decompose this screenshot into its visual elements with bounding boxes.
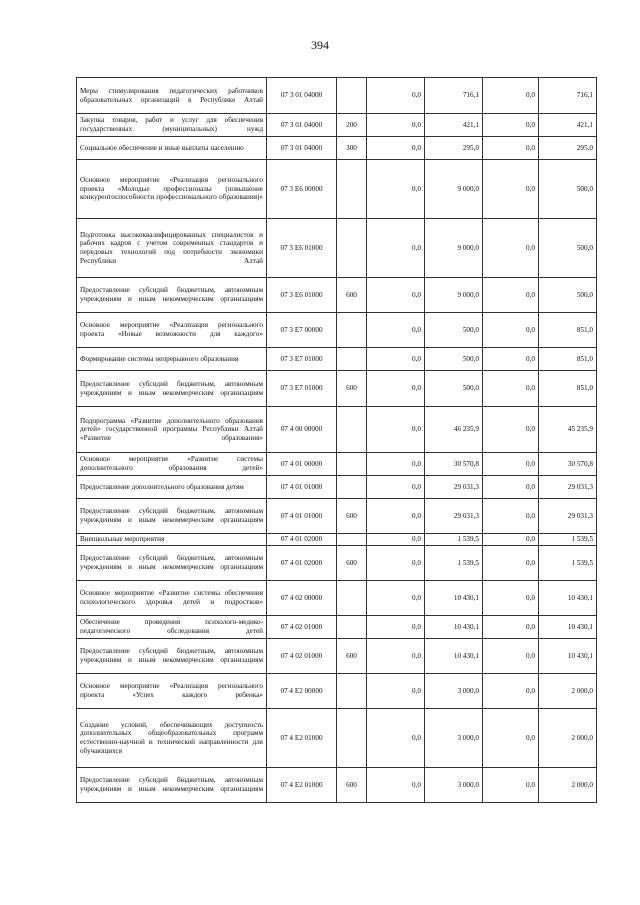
- row-value-3: 0,0: [483, 78, 539, 114]
- row-code: 07 4 01 02000: [267, 546, 337, 581]
- row-expense-type: [337, 313, 367, 348]
- row-expense-type: [337, 348, 367, 371]
- row-value-3: 0,0: [483, 499, 539, 534]
- row-value-2: 9 000,0: [425, 278, 483, 313]
- row-value-3: 0,0: [483, 278, 539, 313]
- row-value-2: 29 031,3: [425, 499, 483, 534]
- row-expense-type: 200: [337, 114, 367, 137]
- row-value-3: 0,0: [483, 137, 539, 160]
- table-row: [77, 160, 597, 219]
- row-value-4: 29 031,3: [539, 499, 597, 534]
- row-value-4: 1 539,5: [539, 546, 597, 581]
- row-code: 07 3 01 04000: [267, 114, 337, 137]
- row-value-4: 851,0: [539, 348, 597, 371]
- table-row: [77, 219, 597, 278]
- table-row: [77, 768, 597, 803]
- row-value-4: 10 430,1: [539, 616, 597, 639]
- table-row: [77, 407, 597, 453]
- row-name: Меры стимулирования педагогических работников образовательных организаций в Республике Алтай: [77, 78, 267, 114]
- row-code: 07 3 01 04000: [267, 78, 337, 114]
- row-value-1: 0,0: [367, 499, 425, 534]
- row-value-3: 0,0: [483, 313, 539, 348]
- row-value-2: 1 539,5: [425, 546, 483, 581]
- row-value-4: 500,0: [539, 278, 597, 313]
- row-value-4: 10 430,1: [539, 581, 597, 616]
- row-expense-type: [337, 581, 367, 616]
- row-value-4: 716,1: [539, 78, 597, 114]
- row-name: Предоставление субсидий бюджетным, автономным учреждениям и иным некоммерческим организациям: [77, 639, 267, 674]
- table-row: [77, 639, 597, 674]
- row-code: 07 3 E6 01000: [267, 278, 337, 313]
- row-name: Предоставление субсидий бюджетным, автономным учреждениям и иным некоммерческим организациям: [77, 546, 267, 581]
- row-name: Основное мероприятие «Реализация регионального проекта «Молодые профессионалы (повышение конкурентоспособности профессионального образования)»: [77, 160, 267, 219]
- row-value-4: 45 235,9: [539, 407, 597, 453]
- row-name: Основное мероприятие «Развитие системы обеспечения психологического здоровья детей и подростков»: [77, 581, 267, 616]
- row-expense-type: 600: [337, 371, 367, 407]
- row-expense-type: 600: [337, 278, 367, 313]
- row-name: Внешкольные мероприятия: [77, 534, 267, 546]
- row-code: 07 3 E6 00000: [267, 160, 337, 219]
- row-value-4: 295,0: [539, 137, 597, 160]
- row-value-2: 10 430,1: [425, 616, 483, 639]
- table-row: [77, 709, 597, 768]
- row-value-2: 9 000,0: [425, 219, 483, 278]
- table-row: [77, 476, 597, 499]
- table-row: [77, 371, 597, 407]
- row-expense-type: [337, 407, 367, 453]
- row-value-2: 3 000,0: [425, 709, 483, 768]
- table-row: [77, 534, 597, 546]
- row-code: 07 4 02 01000: [267, 639, 337, 674]
- row-value-1: 0,0: [367, 160, 425, 219]
- row-value-2: 295,0: [425, 137, 483, 160]
- row-value-3: 0,0: [483, 546, 539, 581]
- row-value-3: 0,0: [483, 616, 539, 639]
- row-expense-type: [337, 674, 367, 709]
- table-row: [77, 278, 597, 313]
- table-row: [77, 348, 597, 371]
- row-value-4: 29 031,3: [539, 476, 597, 499]
- row-value-2: 1 539,5: [425, 534, 483, 546]
- row-code: 07 3 E7 01000: [267, 371, 337, 407]
- budget-table: [76, 77, 597, 803]
- row-expense-type: [337, 78, 367, 114]
- row-value-2: 30 570,8: [425, 453, 483, 476]
- row-value-3: 0,0: [483, 639, 539, 674]
- row-code: 07 3 E7 01000: [267, 348, 337, 371]
- row-name: Предоставление субсидий бюджетным, автономным учреждениям и иным некоммерческим организациям: [77, 278, 267, 313]
- row-value-4: 2 000,0: [539, 709, 597, 768]
- table-row: [77, 499, 597, 534]
- row-code: 07 4 01 00000: [267, 453, 337, 476]
- row-value-1: 0,0: [367, 407, 425, 453]
- row-name: Обеспечение проведения психолого-медико-педагогического обследования детей: [77, 616, 267, 639]
- row-code: 07 4 E2 01000: [267, 709, 337, 768]
- row-value-3: 0,0: [483, 768, 539, 803]
- row-value-1: 0,0: [367, 137, 425, 160]
- row-name: Подпрограмма «Развитие дополнительного образования детей» государственной программы Республики Алтай «Развитие образования»: [77, 407, 267, 453]
- row-value-2: 3 000,0: [425, 768, 483, 803]
- row-expense-type: 600: [337, 546, 367, 581]
- row-code: 07 4 02 00000: [267, 581, 337, 616]
- row-value-1: 0,0: [367, 78, 425, 114]
- row-code: 07 3 01 04000: [267, 137, 337, 160]
- row-value-3: 0,0: [483, 534, 539, 546]
- row-value-1: 0,0: [367, 674, 425, 709]
- row-name: Основное мероприятие «Реализация регионального проекта «Успех каждого ребенка»: [77, 674, 267, 709]
- row-value-2: 29 031,3: [425, 476, 483, 499]
- row-expense-type: [337, 709, 367, 768]
- row-value-3: 0,0: [483, 371, 539, 407]
- row-value-2: 10 430,1: [425, 581, 483, 616]
- row-value-1: 0,0: [367, 534, 425, 546]
- row-value-4: 500,0: [539, 219, 597, 278]
- row-expense-type: 600: [337, 639, 367, 674]
- row-value-3: 0,0: [483, 219, 539, 278]
- row-expense-type: [337, 453, 367, 476]
- row-expense-type: [337, 534, 367, 546]
- row-value-2: 500,0: [425, 371, 483, 407]
- row-expense-type: [337, 219, 367, 278]
- row-name: Формирование системы непрерывного образования: [77, 348, 267, 371]
- row-name: Создание условий, обеспечивающих доступность дополнительных общеобразовательных программ естественно-научной и технической направленности для обучающихся: [77, 709, 267, 768]
- row-value-2: 46 235,9: [425, 407, 483, 453]
- page-number: 394: [311, 38, 329, 52]
- row-value-1: 0,0: [367, 581, 425, 616]
- row-value-3: 0,0: [483, 453, 539, 476]
- row-name: Основное мероприятие «Развитие системы дополнительного образования детей»: [77, 453, 267, 476]
- row-value-4: 2 000,0: [539, 674, 597, 709]
- row-value-1: 0,0: [367, 453, 425, 476]
- row-value-2: 500,0: [425, 348, 483, 371]
- row-value-4: 10 430,1: [539, 639, 597, 674]
- row-value-4: 421,1: [539, 114, 597, 137]
- row-code: 07 4 02 01000: [267, 616, 337, 639]
- table-row: [77, 137, 597, 160]
- row-value-1: 0,0: [367, 476, 425, 499]
- row-value-2: 9 000,0: [425, 160, 483, 219]
- row-name: Социальное обеспечение и иные выплаты населению: [77, 137, 267, 160]
- row-expense-type: 300: [337, 137, 367, 160]
- row-expense-type: 600: [337, 499, 367, 534]
- row-value-1: 0,0: [367, 768, 425, 803]
- table-row: [77, 616, 597, 639]
- row-value-3: 0,0: [483, 674, 539, 709]
- row-value-1: 0,0: [367, 371, 425, 407]
- row-code: 07 4 00 00000: [267, 407, 337, 453]
- table-row: [77, 674, 597, 709]
- row-value-3: 0,0: [483, 348, 539, 371]
- row-expense-type: [337, 616, 367, 639]
- table-row: [77, 581, 597, 616]
- row-name: Закупка товаров, работ и услуг для обеспечения государственных (муниципальных) нужд: [77, 114, 267, 137]
- row-value-1: 0,0: [367, 546, 425, 581]
- row-value-4: 1 539,5: [539, 534, 597, 546]
- table-row: [77, 114, 597, 137]
- row-value-2: 3 000,0: [425, 674, 483, 709]
- row-value-1: 0,0: [367, 348, 425, 371]
- table-row: [77, 453, 597, 476]
- row-expense-type: [337, 160, 367, 219]
- row-value-3: 0,0: [483, 581, 539, 616]
- table-row: [77, 78, 597, 114]
- row-expense-type: [337, 476, 367, 499]
- row-value-1: 0,0: [367, 313, 425, 348]
- row-code: 07 4 E2 01000: [267, 768, 337, 803]
- row-code: 07 4 01 01000: [267, 499, 337, 534]
- row-value-4: 2 000,0: [539, 768, 597, 803]
- row-name: Предоставление субсидий бюджетным, автономным учреждениям и иным некоммерческим организациям: [77, 371, 267, 407]
- row-name: Предоставление субсидий бюджетным, автономным учреждениям и иным некоммерческим организациям: [77, 499, 267, 534]
- row-value-4: 500,0: [539, 160, 597, 219]
- row-code: 07 3 E7 00000: [267, 313, 337, 348]
- row-name: Предоставление субсидий бюджетным, автономным учреждениям и иным некоммерческим организациям: [77, 768, 267, 803]
- row-value-1: 0,0: [367, 709, 425, 768]
- row-code: 07 4 01 01000: [267, 476, 337, 499]
- row-code: 07 3 E6 01000: [267, 219, 337, 278]
- row-value-3: 0,0: [483, 709, 539, 768]
- row-value-2: 421,1: [425, 114, 483, 137]
- row-value-1: 0,0: [367, 616, 425, 639]
- row-value-1: 0,0: [367, 114, 425, 137]
- row-value-2: 500,0: [425, 313, 483, 348]
- table-row: [77, 546, 597, 581]
- row-expense-type: 600: [337, 768, 367, 803]
- row-value-2: 716,1: [425, 78, 483, 114]
- row-value-4: 30 570,8: [539, 453, 597, 476]
- table-body: [77, 78, 597, 803]
- row-name: Основное мероприятие «Реализация регионального проекта «Новые возможности для каждого»: [77, 313, 267, 348]
- row-value-3: 0,0: [483, 160, 539, 219]
- table-row: [77, 313, 597, 348]
- row-value-3: 0,0: [483, 476, 539, 499]
- row-name: Подготовка высококвалифицированных специалистов и рабочих кадров с учетом современных стандартов и передовых технологий под потребности экономики Республики Алтай: [77, 219, 267, 278]
- row-value-4: 851,0: [539, 371, 597, 407]
- row-code: 07 4 01 02000: [267, 534, 337, 546]
- row-code: 07 4 E2 00000: [267, 674, 337, 709]
- row-value-1: 0,0: [367, 639, 425, 674]
- row-value-4: 851,0: [539, 313, 597, 348]
- row-value-1: 0,0: [367, 219, 425, 278]
- row-name: Предоставление дополнительного образования детям: [77, 476, 267, 499]
- row-value-3: 0,0: [483, 114, 539, 137]
- row-value-1: 0,0: [367, 278, 425, 313]
- row-value-2: 10 430,1: [425, 639, 483, 674]
- row-value-3: 0,0: [483, 407, 539, 453]
